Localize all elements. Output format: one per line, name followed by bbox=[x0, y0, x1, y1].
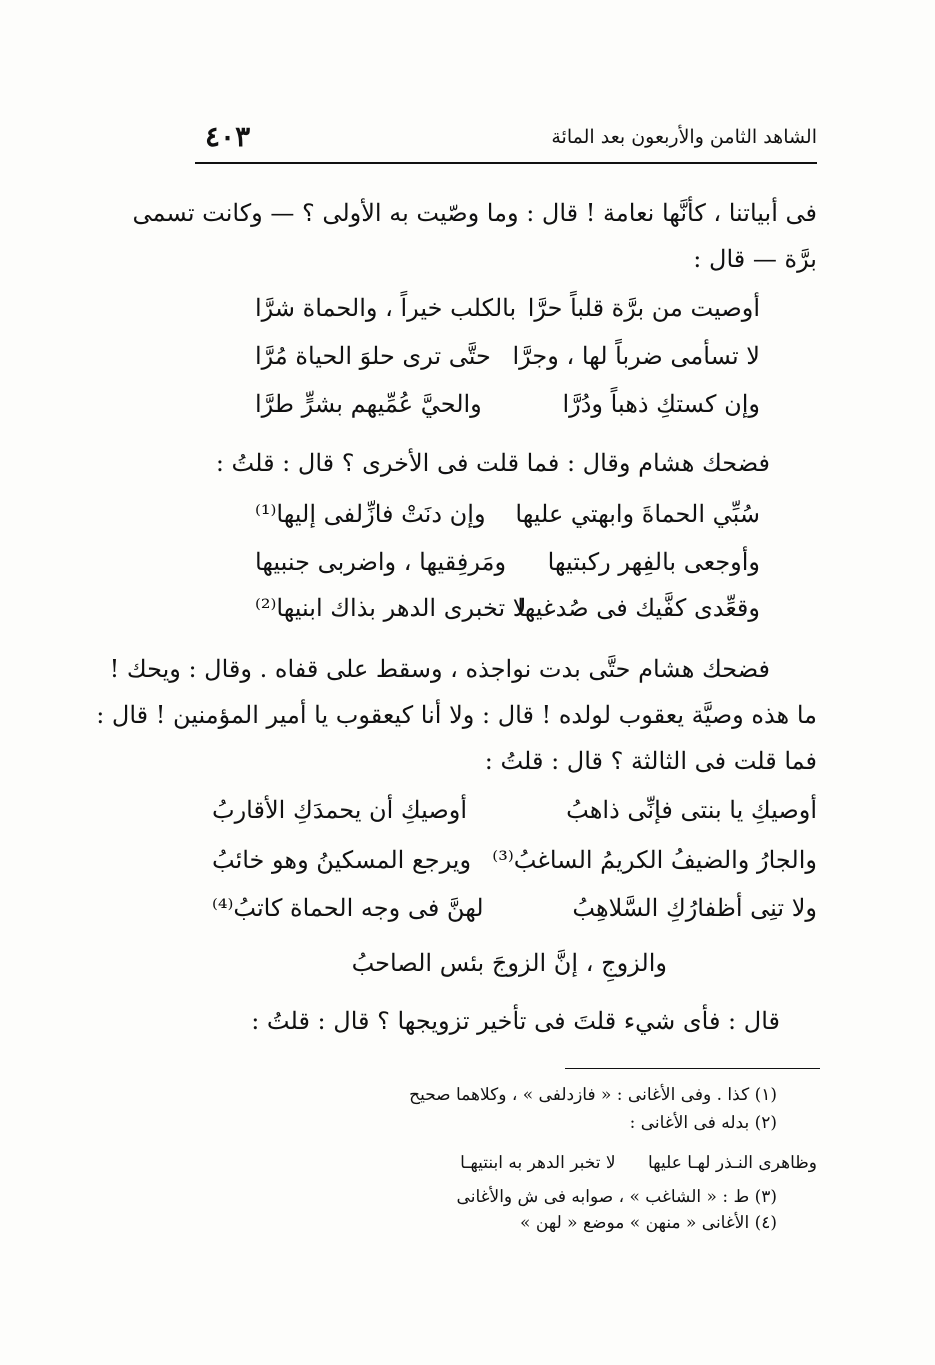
verse-line bbox=[212, 894, 817, 934]
verse-first-hemistich: وأوجعى بالفِهر ركبتيها bbox=[547, 548, 760, 576]
verse-line bbox=[255, 294, 760, 334]
paragraph-line: فى أبياتنا ، كأنَّها نعامة ! قال : وما وصّيت به الأولى ؟ — وكانت تسمى bbox=[132, 199, 817, 227]
verse-first-hemistich: لا تسأمى ضرباً لها ، وجرَّا bbox=[512, 342, 760, 370]
footnote-verse: وظاهرى النـذر لهـا عليها لا تخبر الدهر به ابنتيهـا bbox=[460, 1153, 817, 1173]
verse-second-hemistich: ومَرفِقيها ، واضربى جنبيها bbox=[255, 548, 507, 576]
paragraph-line: قال : فأى شيء قلتَ فى تأخير تزويجها ؟ قال : قلتُ : bbox=[251, 1007, 780, 1035]
verse-second-hemistich: ويرجع المسكينُ وهو خائبُ bbox=[212, 846, 472, 874]
verse-first-hemistich: وإن كستكِ ذهباً ودُرَّا bbox=[562, 390, 760, 418]
page-number: ٤٠٣ bbox=[205, 120, 251, 153]
verse-line-single: والزوجِ ، إنَّ الزوجَ بئس الصاحبُ bbox=[351, 949, 667, 977]
verse-line bbox=[255, 342, 760, 382]
paragraph-line: فضحك هشام وقال : فما قلت فى الأخرى ؟ قال : قلتُ : bbox=[215, 449, 770, 477]
verse-line bbox=[255, 390, 760, 430]
chapter-title: الشاهد الثامن والأربعون بعد المائة bbox=[551, 126, 817, 148]
verse-first-hemistich: سُبِّي الحماةَ وابهتي عليها bbox=[515, 500, 760, 528]
verse-first-hemistich: ولا تنِى أظفارُكِ السَّلاهِبُ bbox=[572, 894, 817, 922]
paragraph-line: فما قلت فى الثالثة ؟ قال : قلتُ : bbox=[484, 747, 817, 775]
footnote: (١) كذا . وفى الأغانى : « فازدلفى » ، وكلاهما صحيح bbox=[409, 1085, 777, 1105]
paragraph-line: برَّة — قال : bbox=[693, 245, 817, 273]
verse-second-hemistich: أوصيكِ أن يحمدَكِ الأقاربُ bbox=[212, 796, 468, 824]
verse-second-hemistich: بالكلب خيراً ، والحماة شرَّا bbox=[255, 294, 517, 322]
verse-first-hemistich: أوصيت من برَّة قلباً حرَّا bbox=[527, 294, 760, 322]
footnote: (٢) بدله فى الأغانى : bbox=[629, 1113, 777, 1133]
verse-line bbox=[212, 796, 817, 836]
verse-second-hemistich: وإن دنَتْ فازِّلفى إليها⁽¹⁾ bbox=[255, 500, 486, 528]
paragraph-line: ما هذه وصيَّة يعقوب لولده ! قال : ولا أنا كيعقوب يا أمير المؤمنين ! قال : bbox=[96, 701, 817, 729]
footnote: (٤) الأغانى « منهن » موضع « لهن » bbox=[520, 1213, 777, 1233]
verse-first-hemistich: وقعِّدى كفَّيك فى صُدغيها bbox=[517, 594, 760, 622]
verse-second-hemistich: لا تخبرى الدهر بذاك ابنيها⁽²⁾ bbox=[255, 594, 527, 622]
verse-line bbox=[255, 548, 760, 588]
paragraph-line: فضحك هشام حتَّى بدت نواجذه ، وسقط على قفاه . وقال : ويحك ! bbox=[109, 655, 770, 683]
verse-line bbox=[255, 500, 760, 540]
verse-first-hemistich: أوصيكِ يا بنتى فإنِّى ذاهبُ bbox=[566, 796, 817, 824]
verse-first-hemistich: والجارُ والضيفُ الكريمُ الساغبُ⁽³⁾ bbox=[492, 846, 817, 874]
verse-line bbox=[212, 846, 817, 886]
verse-second-hemistich: والحيَّ عُمِّيهم بشرٍّ طرَّا bbox=[255, 390, 482, 418]
running-header bbox=[195, 118, 817, 164]
footnote: (٣) ط : « الشاغب » ، صوابه فى ش والأغانى bbox=[456, 1187, 777, 1207]
verse-line bbox=[255, 594, 760, 634]
verse-second-hemistich: حتَّى ترى حلوَ الحياة مُرَّا bbox=[255, 342, 491, 370]
footnote-separator bbox=[565, 1068, 820, 1069]
verse-second-hemistich: لهنَّ فى وجه الحماة كاتبُ⁽⁴⁾ bbox=[212, 894, 484, 922]
